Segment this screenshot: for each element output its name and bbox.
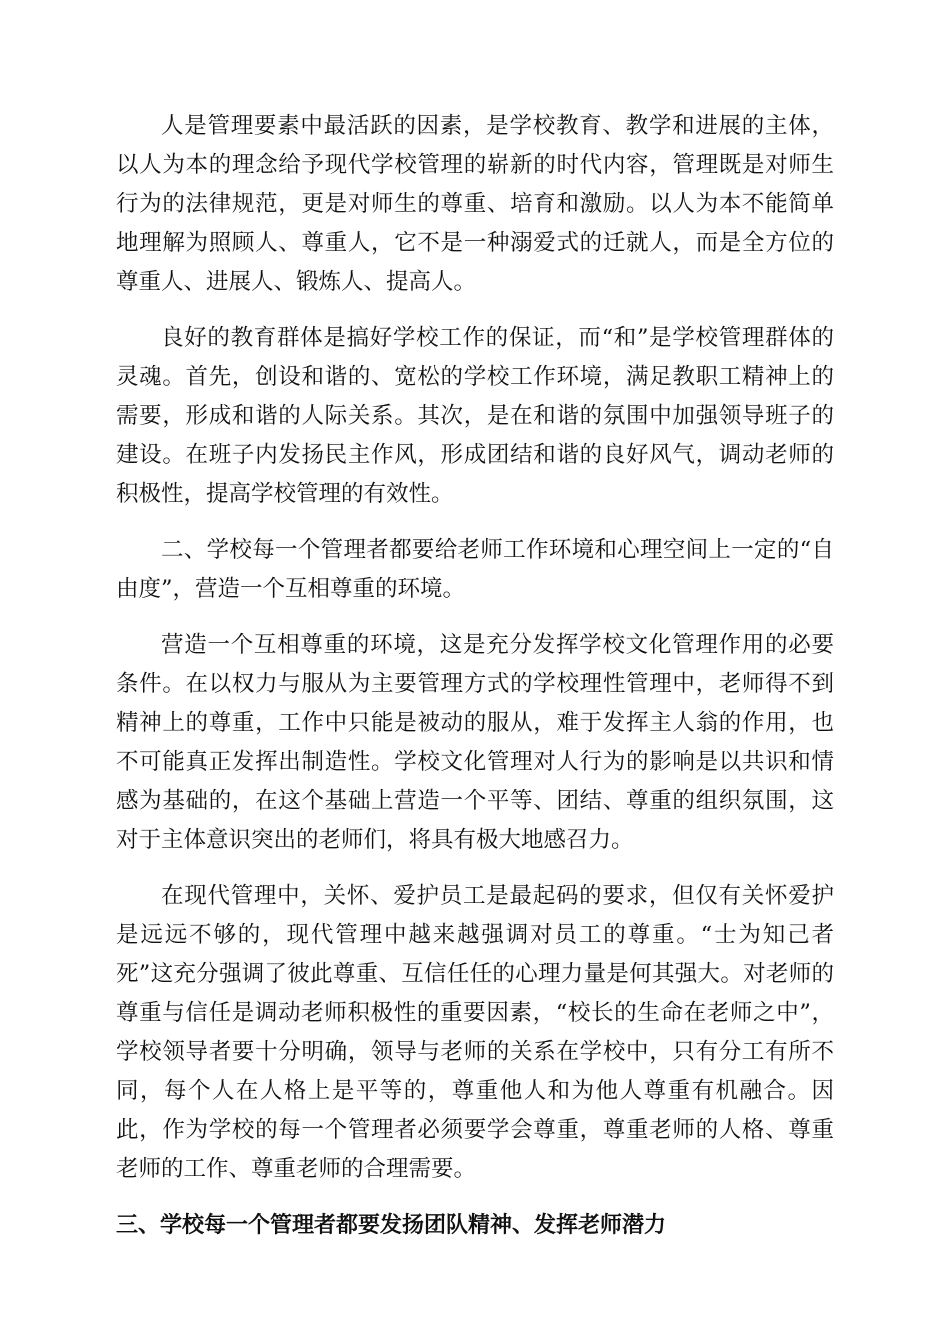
document-body: [116, 107, 834, 1245]
paragraph-people-oriented: 人是管理要素中最活跃的因素，是学校教育、教学和进展的主体，以人为本的理念给予现代学校管理的崭新的时代内容，管理既是对师生行为的法律规范，更是对师生的尊重、培育和激励。以人为本不能简单地理解为照顾人、尊重人，它不是一种溺爱式的迁就人，而是全方位的尊重人、进展人、锻炼人、提高人。: [116, 113, 834, 295]
paragraph-mutual-respect: 营造一个互相尊重的环境，这是充分发挥学校文化管理作用的必要条件。在以权力与服从为主要管理方式的学校理性管理中，老师得不到精神上的尊重，工作中只能是被动的服从，难于发挥主人翁的作用，也不可能真正发挥出制造性。学校文化管理对人行为的影响是以共识和情感为基础的，在这个基础上营造一个平等、团结、尊重的组织氛围，这对于主体意识突出的老师们，将具有极大地感召力。: [116, 632, 834, 853]
paragraph-section-two-title: 二、学校每一个管理者都要给老师工作环境和心理空间上一定的“自由度”，营造一个互相尊重的环境。: [116, 537, 834, 602]
section-heading: 三、学校每一个管理者都要发扬团队精神、发挥老师潜力: [116, 1213, 667, 1238]
paragraph-harmony: 良好的教育群体是搞好学校工作的保证，而“和”是学校管理群体的灵魂。首先，创设和谐的、宽松的学校工作环境，满足教职工精神上的需要，形成和谐的人际关系。其次，是在和谐的氛围中加强领导班子的建设。在班子内发扬民主作风，形成团结和谐的良好风气，调动老师的积极性，提高学校管理的有效性。: [116, 325, 834, 507]
paragraph-respect-trust: 在现代管理中，关怀、爱护员工是最起码的要求，但仅有关怀爱护是远远不够的，现代管理中越来越强调对员工的尊重。“士为知己者死”这充分强调了彼此尊重、互信任任的心理力量是何其强大。对老师的尊重与信任是调动老师积极性的重要因素，“校长的生命在老师之中”，学校领导者要十分明确，领导与老师的关系在学校中，只有分工有所不同，每个人在人格上是平等的，尊重他人和为他人尊重有机融合。因此，作为学校的每一个管理者必须要学会尊重，尊重老师的人格、尊重老师的工作、尊重老师的合理需要。: [116, 883, 834, 1182]
